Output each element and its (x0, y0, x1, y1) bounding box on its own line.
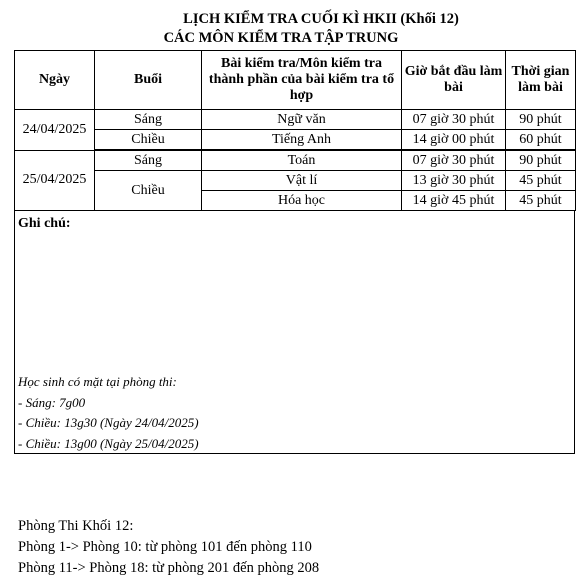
subject-cell: Toán (202, 150, 402, 171)
header-ngay: Ngày (15, 51, 95, 110)
duration-cell: 45 phút (506, 171, 576, 191)
subject-cell: Ngữ văn (202, 110, 402, 130)
session-cell: Sáng (95, 150, 202, 171)
header-gio-bat-dau: Giờ bắt đầu làm bài (402, 51, 506, 110)
title-line-1: LỊCH KIỂM TRA CUỐI KÌ HKII (Khối 12) (183, 11, 459, 27)
notes-title: Ghi chú: (18, 216, 71, 231)
start-time-cell: 14 giờ 45 phút (402, 191, 506, 211)
start-time-cell: 13 giờ 30 phút (402, 171, 506, 191)
notes-box (14, 210, 575, 454)
header-thoi-gian: Thời gian làm bài (506, 51, 576, 110)
start-time-cell: 14 giờ 00 phút (402, 130, 506, 151)
note-line: - Sáng: 7g00 (18, 395, 86, 410)
note-line: - Chiều: 13g30 (Ngày 24/04/2025) (18, 415, 199, 430)
footer-line: Phòng Thi Khối 12: (18, 518, 134, 534)
start-time-cell: 07 giờ 30 phút (402, 150, 506, 171)
table-row (15, 171, 576, 191)
session-cell: Chiều (95, 130, 202, 151)
duration-cell: 45 phút (506, 191, 576, 211)
duration-cell: 90 phút (506, 150, 576, 171)
table-row (15, 150, 576, 171)
footer-line: Phòng 1-> Phòng 10: từ phòng 101 đến phòng 110 (18, 539, 312, 555)
footer-line: Phòng 11-> Phòng 18: từ phòng 201 đến phòng 208 (18, 560, 320, 576)
title-line-2-text: CÁC MÔN KIỂM TRA TẬP TRUNG (163, 30, 399, 46)
date-cell: 24/04/2025 (15, 110, 95, 151)
start-time-cell: 07 giờ 30 phút (402, 110, 506, 130)
table-row (15, 110, 576, 130)
session-cell: Sáng (95, 110, 202, 130)
subject-cell: Vật lí (202, 171, 402, 191)
subject-cell: Tiếng Anh (202, 130, 402, 151)
exam-schedule-table (14, 50, 576, 211)
date-cell: 25/04/2025 (15, 150, 95, 211)
table-header-row (15, 51, 576, 110)
table-row (15, 130, 576, 151)
subject-cell: Hóa học (202, 191, 402, 211)
session-cell: Chiều (95, 171, 202, 211)
header-buoi: Buổi (95, 51, 202, 110)
note-line: Học sinh có mặt tại phòng thi: (18, 374, 177, 389)
header-bai-kiem-tra: Bài kiểm tra/Môn kiểm tra thành phần của bài kiểm tra tổ hợp (202, 51, 402, 110)
title-line-2 (0, 30, 586, 47)
note-line: - Chiều: 13g00 (Ngày 25/04/2025) (18, 436, 199, 451)
duration-cell: 90 phút (506, 110, 576, 130)
duration-cell: 60 phút (506, 130, 576, 151)
